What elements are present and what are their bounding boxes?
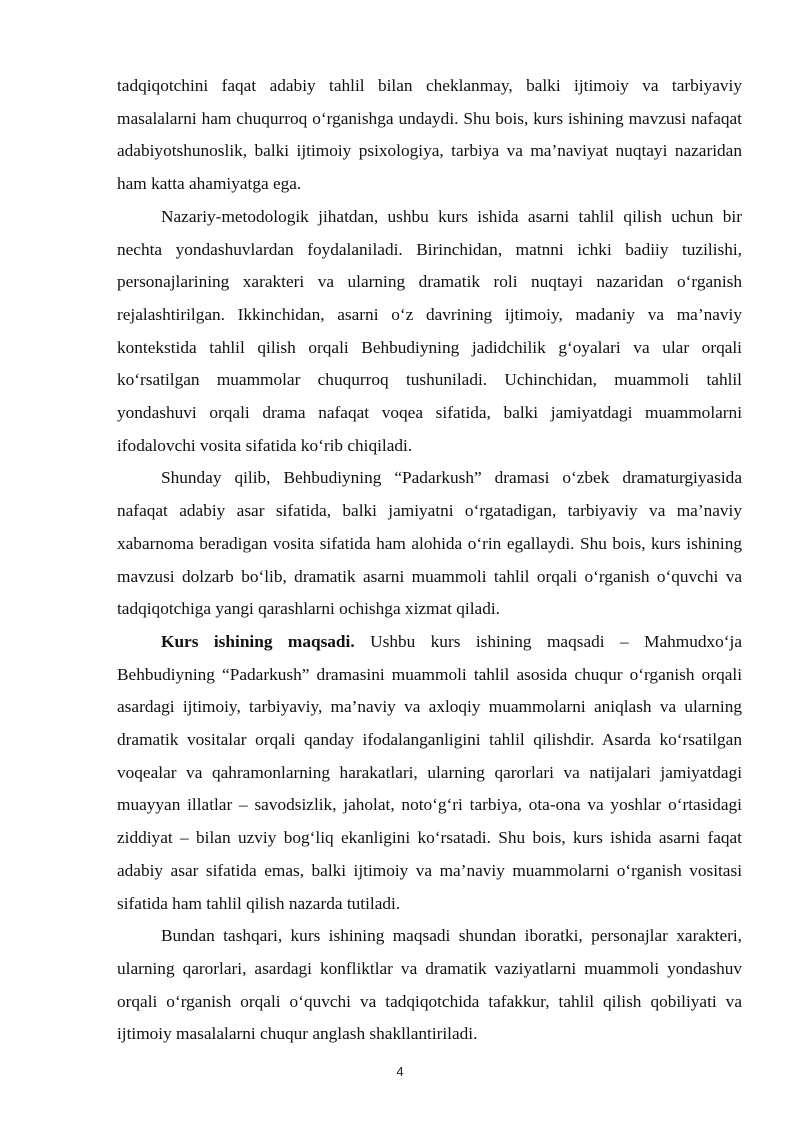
document-body: [117, 70, 742, 1051]
paragraph-continuation: tadqiqotchini faqat adabiy tahlil bilan cheklanmay, balki ijtimoiy va tarbiyaviy masalalarni ham chuqurroq o‘rganishga undaydi. Shu bois, kurs ishining mavzusi nafaqat adabiyotshunoslik, balki ijtimoiy psixologiya, tarbiya va ma’naviyat nuqtayi nazaridan ham katta ahamiyatga ega.: [117, 76, 742, 194]
paragraph-methodology: Nazariy-metodologik jihatdan, ushbu kurs ishida asarni tahlil qilish uchun bir nechta yondashuvlardan foydalaniladi. Birinchidan, matnni ichki badiiy tuzilishi, personajlarining xarakteri va ularning dramatik roli nuqtayi nazaridan o‘rganish rejalashtirilgan. Ikkinchidan, asarni o‘z davrining ijtimoiy, madaniy va ma’naviy kontekstida tahlil qilish orqali Behbudiyning jadidchilik g‘oyalari va ular orqali ko‘rsatilgan muammolar chuqurroq tushuniladi. Uchinchidan, muammoli tahlil yondashuvi orqali drama nafaqat voqea sifatida, balki jamiyatdagi muammolarni ifodalovchi vosita sifatida ko‘rib chiqiladi.: [117, 206, 742, 455]
course-goal-heading: Kurs ishining maqsadi.: [161, 631, 355, 651]
course-goal-text: Ushbu kurs ishining maqsadi – Mahmudxo‘ja Behbudiyning “Padarkush” dramasini muammoli tahlil asosida chuqur o‘rganish orqali asardagi ijtimoiy, tarbiyaviy, ma’naviy va axloqiy muammolarni aniqlash va ularning dramatik vositalar orqali qanday ifodalanganligini tahlil qilishdir. Asarda ko‘rsatilgan voqealar va qahramonlarning harakatlari, ularning qarorlari va natijalari jamiyatdagi muayyan illatlar – savodsizlik, jaholat, noto‘g‘ri tarbiya, ota-ona va yoshlar o‘rtasidagi ziddiyat – bilan uzviy bog‘liq ekanligini ko‘rsatadi. Shu bois, kurs ishida asarni faqat adabiy asar sifatida emas, balki ijtimoiy va ma’naviy muammolarni o‘rganish vositasi sifatida ham tahlil qilish nazarda tutiladi.: [117, 631, 743, 913]
paragraph-additional-goal: Bundan tashqari, kurs ishining maqsadi shundan iboratki, personajlar xarakteri, ularning qarorlari, asardagi konfliktlar va dramatik vaziyatlarni muammoli yondashuv orqali o‘rganish orqali o‘quvchi va tadqiqotchida tafakkur, tahlil qilish qobiliyati va ijtimoiy masalalarni chuqur anglash shakllantiriladi.: [117, 926, 742, 1044]
paragraph-course-goal: [117, 626, 742, 920]
paragraph-conclusion: Shunday qilib, Behbudiyning “Padarkush” dramasi o‘zbek dramaturgiyasida nafaqat adabiy asar sifatida, balki jamiyatni o‘rgatadigan, tarbiyaviy va ma’naviy xabarnoma beradigan vosita sifatida ham alohida o‘rin egallaydi. Shu bois, kurs ishining mavzusi dolzarb bo‘lib, dramatik asarni muammoli tahlil orqali o‘rganish o‘quvchi va tadqiqotchiga yangi qarashlarni ochishga xizmat qiladi.: [117, 468, 742, 619]
page-number: 4: [396, 1064, 404, 1079]
